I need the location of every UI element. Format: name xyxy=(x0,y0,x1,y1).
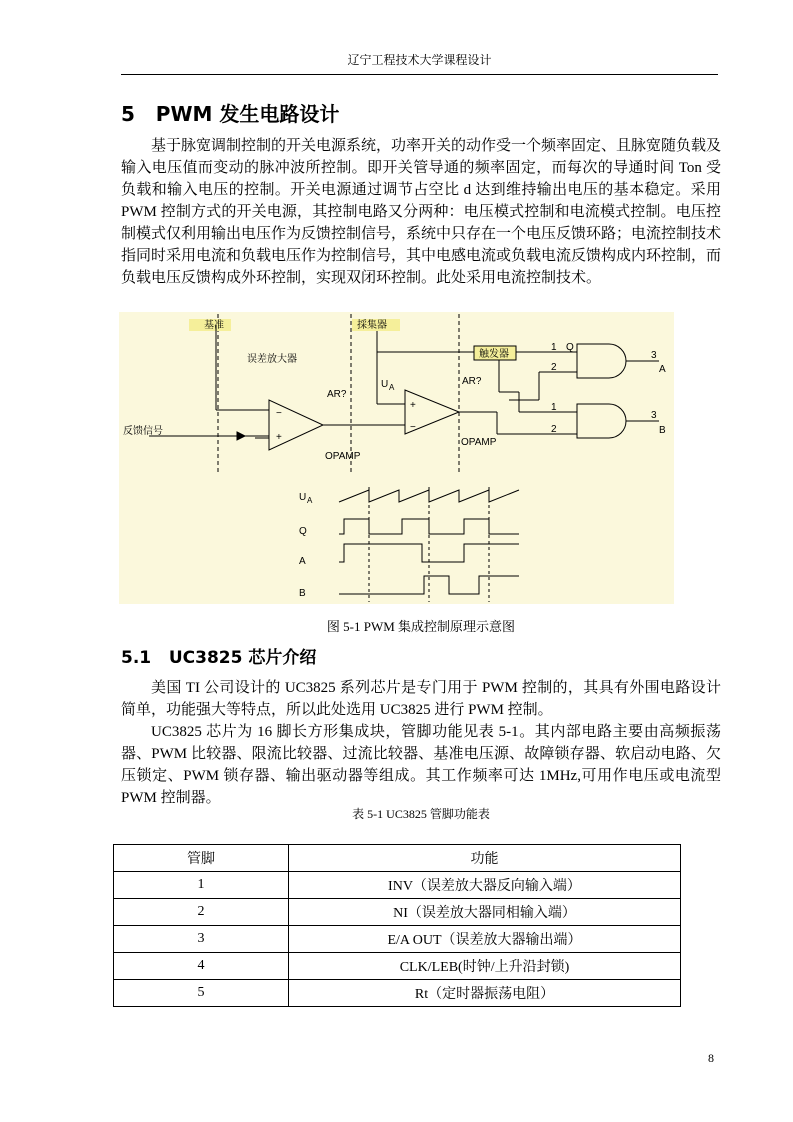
pin-cell: 4 xyxy=(114,953,289,980)
table-row xyxy=(114,899,681,926)
pin-cell: 5 xyxy=(114,980,289,1007)
header-function: 功能 xyxy=(289,845,681,872)
minus1-label: − xyxy=(276,408,282,419)
pin2a-label: 2 xyxy=(551,362,557,373)
ua-label: U xyxy=(381,379,389,390)
chip-intro-paragraph: 美国 TI 公司设计的 UC3825 系列芯片是专门用于 PWM 控制的，其具有外围电路设计简单，功能强大等特点，所以此处选用 UC3825 进行 PWM 控制。 xyxy=(121,680,721,718)
table-caption: 表 5-1 UC3825 管脚功能表 xyxy=(352,807,490,821)
table-row xyxy=(114,926,681,953)
function-cell: E/A OUT（误差放大器输出端） xyxy=(289,926,681,953)
wave-b-label: B xyxy=(299,588,306,599)
ua-sub-label: A xyxy=(389,383,395,392)
opamp1-label: OPAMP xyxy=(325,451,361,462)
arrow-icon xyxy=(237,432,245,440)
q-label: Q xyxy=(566,342,574,353)
figure-caption: 图 5-1 PWM 集成控制原理示意图 xyxy=(326,619,516,634)
intro-paragraph: 基于脉宽调制控制的开关电源系统，功率开关的动作受一个频率固定、且脉宽随负载及输入电压值而变动的脉冲波所控制。即开关管导通的频率固定，而每次的导通时间 Ton 受负载和输入电压的控制。开关电源通过调节占空比 d 达到维持输出电压的基本稳定。采用 PWM 控制方式的开关电源，其控制电路又分两种：电压模式控制和电流模式控制。电压控制模式仅利用输出电压作为反馈控制信号，系统中只存在一个电压反馈环路；电流控制技术指同时采用电流和负载电压作为控制信号，其中电感电流或负载电流反馈构成内环控制，而负载电压反馈构成外环控制，实现双闭环控制。此处采用电流控制技术。 xyxy=(121,138,722,286)
table-row xyxy=(114,980,681,1007)
wave-ua-sub-label: A xyxy=(307,496,313,505)
trigger-label: 触发器 xyxy=(479,349,509,360)
pin3b-label: 3 xyxy=(651,410,657,421)
pwm-diagram-svg xyxy=(119,312,674,604)
header-pin: 管脚 xyxy=(114,845,289,872)
subsection-heading: 5.1 UC3825 芯片介绍 xyxy=(121,648,317,668)
plus2-label: + xyxy=(410,400,416,411)
pin2b-label: 2 xyxy=(551,424,557,435)
pin1b-label: 1 xyxy=(551,402,557,413)
wave-q-label: Q xyxy=(299,526,307,537)
out-a-label: A xyxy=(659,364,666,375)
plus1-label: + xyxy=(276,432,282,443)
err-amp-label: 误差放大器 xyxy=(247,354,297,365)
ar2-label: AR? xyxy=(462,376,482,387)
pin-cell: 1 xyxy=(114,872,289,899)
and-gate-a xyxy=(577,344,626,378)
ar1-label: AR? xyxy=(327,389,347,400)
pwm-diagram xyxy=(119,312,674,604)
table-row xyxy=(114,872,681,899)
pin3a-label: 3 xyxy=(651,350,657,361)
section-heading: 5 PWM 发生电路设计 xyxy=(121,102,340,126)
wave-ua-label: U xyxy=(299,492,307,503)
page-number: 8 xyxy=(708,1051,714,1065)
and-gate-b xyxy=(577,404,626,438)
pin-cell: 3 xyxy=(114,926,289,953)
table-header-row xyxy=(114,845,681,872)
function-cell: Rt（定时器振荡电阻） xyxy=(289,980,681,1007)
wave-a-label: A xyxy=(299,556,306,567)
opamp2-label: OPAMP xyxy=(461,437,497,448)
sampler-label: 採集器 xyxy=(357,320,387,331)
table-row xyxy=(114,953,681,980)
out-b-label: B xyxy=(659,425,666,436)
feedback-label: 反馈信号 xyxy=(123,426,163,437)
pin-function-table xyxy=(113,844,681,1007)
chip-detail-paragraph: UC3825 芯片为 16 脚长方形集成块，管脚功能见表 5-1。其内部电路主要由高频振荡器、PWM 比较器、限流比较器、过流比较器、基准电压源、故障锁存器、软启动电路、欠压锁定、PWM 锁存器、输出驱动器等组成。其工作频率可达 1MHz,可用作电压或电流型 PWM 控制器。 xyxy=(121,724,721,806)
ref-label: 基准 xyxy=(204,320,224,331)
pin-cell: 2 xyxy=(114,899,289,926)
pin1a-label: 1 xyxy=(551,342,557,353)
minus2-label: − xyxy=(410,422,416,433)
page-header: 辽宁工程技术大学课程设计 xyxy=(121,50,718,75)
function-cell: NI（误差放大器同相输入端） xyxy=(289,899,681,926)
function-cell: CLK/LEB(时钟/上升沿封锁) xyxy=(289,953,681,980)
function-cell: INV（误差放大器反向输入端） xyxy=(289,872,681,899)
